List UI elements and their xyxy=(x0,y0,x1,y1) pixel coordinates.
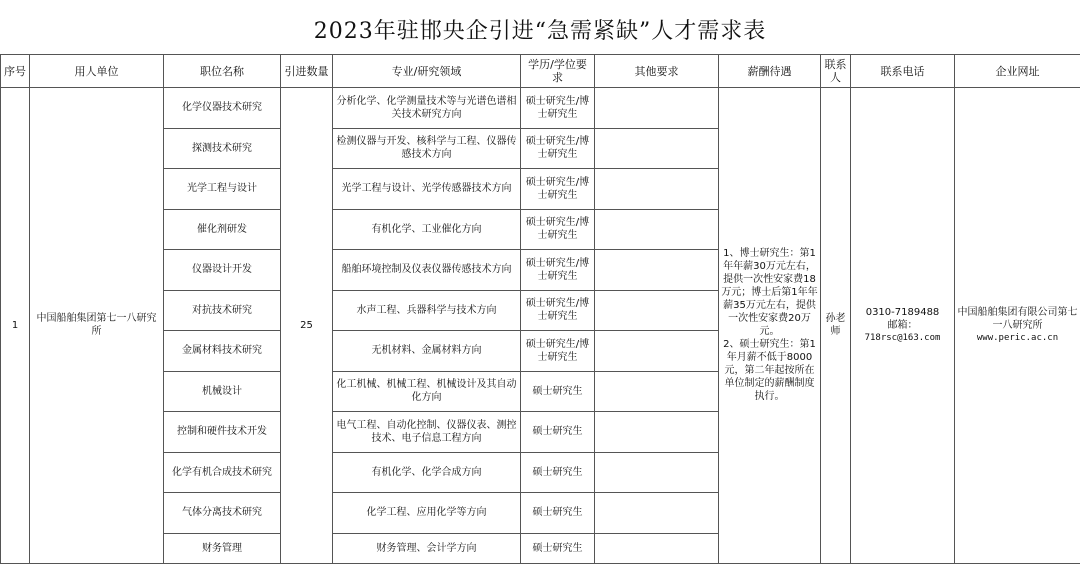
table-row xyxy=(1,88,1080,129)
other-cell xyxy=(595,452,719,493)
position-cell: 机械设计 xyxy=(164,371,281,412)
degree-cell: 硕士研究生 xyxy=(521,493,595,534)
company-url[interactable]: www.peric.ac.cn xyxy=(957,332,1078,345)
phone-cell xyxy=(851,88,955,564)
position-cell: 化学仪器技术研究 xyxy=(164,88,281,129)
other-cell xyxy=(595,533,719,563)
header-count: 引进数量 xyxy=(281,55,333,88)
degree-cell: 硕士研究生/博士研究生 xyxy=(521,169,595,210)
major-cell: 光学工程与设计、光学传感器技术方向 xyxy=(333,169,521,210)
major-cell: 电气工程、自动化控制、仪器仪表、测控技术、电子信息工程方向 xyxy=(333,412,521,453)
degree-cell: 硕士研究生/博士研究生 xyxy=(521,128,595,169)
major-cell: 水声工程、兵器科学与技术方向 xyxy=(333,290,521,331)
major-cell: 有机化学、工业催化方向 xyxy=(333,209,521,250)
major-cell: 无机材料、金属材料方向 xyxy=(333,331,521,372)
major-cell: 分析化学、化学测量技术等与光谱色谱相关技术研究方向 xyxy=(333,88,521,129)
degree-cell: 硕士研究生/博士研究生 xyxy=(521,250,595,291)
position-cell: 气体分离技术研究 xyxy=(164,493,281,534)
position-cell: 催化剂研发 xyxy=(164,209,281,250)
major-cell: 财务管理、会计学方向 xyxy=(333,533,521,563)
page-title: 2023年驻邯央企引进“急需紧缺”人才需求表 xyxy=(0,14,1080,45)
header-position: 职位名称 xyxy=(164,55,281,88)
major-cell: 化学工程、应用化学等方向 xyxy=(333,493,521,534)
header-seq: 序号 xyxy=(1,55,30,88)
other-cell xyxy=(595,412,719,453)
position-cell: 探测技术研究 xyxy=(164,128,281,169)
talent-demand-table xyxy=(0,54,1080,564)
other-cell xyxy=(595,169,719,210)
phone-number: 0310-7189488 xyxy=(853,306,952,319)
other-cell xyxy=(595,209,719,250)
header-major: 专业/研究领域 xyxy=(333,55,521,88)
position-cell: 对抗技术研究 xyxy=(164,290,281,331)
header-unit: 用人单位 xyxy=(30,55,164,88)
header-other: 其他要求 xyxy=(595,55,719,88)
degree-cell: 硕士研究生 xyxy=(521,412,595,453)
header-row xyxy=(1,55,1080,88)
degree-cell: 硕士研究生/博士研究生 xyxy=(521,88,595,129)
degree-cell: 硕士研究生 xyxy=(521,452,595,493)
other-cell xyxy=(595,331,719,372)
position-cell: 光学工程与设计 xyxy=(164,169,281,210)
major-cell: 检测仪器与开发、核科学与工程、仪器传感技术方向 xyxy=(333,128,521,169)
other-cell xyxy=(595,128,719,169)
other-cell xyxy=(595,290,719,331)
table-body xyxy=(1,88,1080,564)
position-cell: 化学有机合成技术研究 xyxy=(164,452,281,493)
degree-cell: 硕士研究生/博士研究生 xyxy=(521,290,595,331)
degree-cell: 硕士研究生/博士研究生 xyxy=(521,209,595,250)
position-cell: 仪器设计开发 xyxy=(164,250,281,291)
major-cell: 船舶环境控制及仪表仪器传感技术方向 xyxy=(333,250,521,291)
header-degree: 学历/学位要求 xyxy=(521,55,595,88)
seq-cell: 1 xyxy=(1,88,30,564)
salary-text: 1、博士研究生：第1年年薪30万元左右，提供一次性安家费18万元；博士后第1年年薪35万元左右，提供一次性安家费20万元。 2、硕士研究生：第1年月薪不低于8000元，第二年起按所在单位制定的薪酬制度执行。 xyxy=(721,247,818,403)
position-cell: 金属材料技术研究 xyxy=(164,331,281,372)
contact-person-cell: 孙老师 xyxy=(821,88,851,564)
header-contact: 联系人 xyxy=(821,55,851,88)
degree-cell: 硕士研究生/博士研究生 xyxy=(521,331,595,372)
degree-cell: 硕士研究生 xyxy=(521,533,595,563)
header-phone: 联系电话 xyxy=(851,55,955,88)
position-cell: 财务管理 xyxy=(164,533,281,563)
other-cell xyxy=(595,250,719,291)
company-name: 中国船舶集团有限公司第七一八研究所 xyxy=(957,306,1078,332)
unit-cell: 中国船舶集团第七一八研究所 xyxy=(30,88,164,564)
header-salary: 薪酬待遇 xyxy=(719,55,821,88)
major-cell: 化工机械、机械工程、机械设计及其自动化方向 xyxy=(333,371,521,412)
other-cell xyxy=(595,88,719,129)
count-cell: 25 xyxy=(281,88,333,564)
other-cell xyxy=(595,371,719,412)
header-website: 企业网址 xyxy=(955,55,1080,88)
email-address[interactable]: 718rsc@163.com xyxy=(853,332,952,345)
salary-cell xyxy=(719,88,821,564)
other-cell xyxy=(595,493,719,534)
major-cell: 有机化学、化学合成方向 xyxy=(333,452,521,493)
position-cell: 控制和硬件技术开发 xyxy=(164,412,281,453)
email-label: 邮箱： xyxy=(853,319,952,332)
degree-cell: 硕士研究生 xyxy=(521,371,595,412)
website-cell xyxy=(955,88,1080,564)
